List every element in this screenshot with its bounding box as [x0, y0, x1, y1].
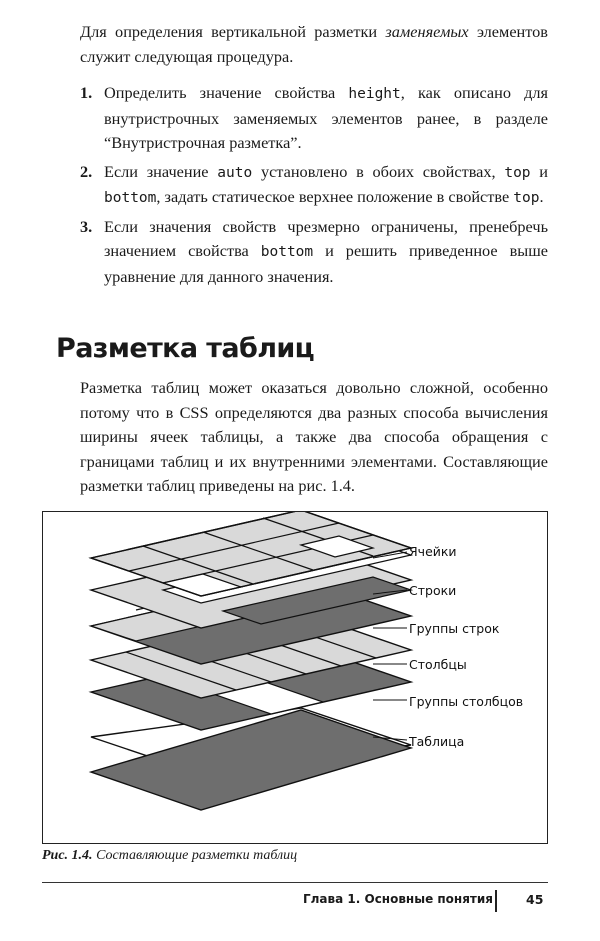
list-item: [80, 215, 548, 290]
label-column-groups: Группы столбцов: [409, 694, 524, 709]
list-text: Определить значение свойства: [104, 83, 349, 102]
label-table: Таблица: [409, 734, 465, 749]
list-item: [80, 160, 548, 211]
footer-separator: [495, 890, 497, 912]
list-number: 2.: [80, 161, 93, 181]
list-text: Если значения свойств чрезмерно ограничены, пренебречь значением свойства: [104, 216, 548, 260]
section-heading: Разметка таблиц: [56, 333, 315, 364]
label-row-groups: Группы строк: [409, 621, 500, 636]
list-text: .: [539, 187, 544, 206]
list-text: Если значение: [104, 161, 218, 181]
code-token: auto: [217, 164, 253, 181]
label-columns: Столбцы: [409, 657, 467, 672]
list-item: [80, 81, 548, 156]
code-token: bottom: [104, 190, 157, 206]
list-text: , как описано для внутристрочных заменяемых элементов ранее, в разделе “Внутристрочная разметка”.: [104, 83, 548, 152]
code-token: top: [504, 164, 531, 181]
layers-diagram: [43, 512, 549, 845]
caption-text: Составляющие разметки таблиц: [92, 848, 298, 863]
list-text: и: [530, 161, 548, 181]
figure-table-layers: [42, 511, 548, 844]
page-number: 45: [526, 892, 544, 907]
code-token: height: [348, 86, 401, 102]
label-rows: Строки: [409, 583, 457, 598]
section-paragraph: Разметка таблиц может оказаться довольно сложной, особенно потому что в CSS определяются два разных способа вычисления ширины ячеек таблицы, а также два способа обращения с границами таблиц и их внутренними элементами. Составляющие разметки таблиц приведены на рис. 1.4.: [80, 378, 548, 495]
intro-text-1: Для определения вертикальной разметки: [80, 22, 386, 41]
layer-table: [91, 708, 411, 810]
list-text: , задать статическое верхнее положение в свойстве: [156, 187, 514, 206]
label-cells: Ячейки: [409, 544, 457, 559]
intro-text-2: элементов служит следующая процедура.: [80, 22, 548, 66]
running-footer-chapter: Глава 1. Основные понятия: [303, 892, 493, 906]
list-number: 1.: [80, 83, 93, 102]
caption-number: Рис. 1.4.: [42, 848, 93, 863]
list-text: установлено в обоих свойствах,: [252, 161, 505, 181]
figure-caption: [42, 848, 297, 864]
procedure-list: [80, 81, 548, 293]
code-token: bottom: [260, 244, 314, 260]
intro-emphasis: заменяемых: [385, 22, 469, 41]
table-slab: [91, 710, 411, 810]
list-number: 3.: [80, 216, 93, 236]
intro-paragraph: [80, 20, 548, 69]
list-text: и решить приведенное выше уравнение для данного значения.: [104, 241, 548, 286]
footer-rule: [42, 882, 548, 883]
code-token: top: [513, 190, 540, 206]
